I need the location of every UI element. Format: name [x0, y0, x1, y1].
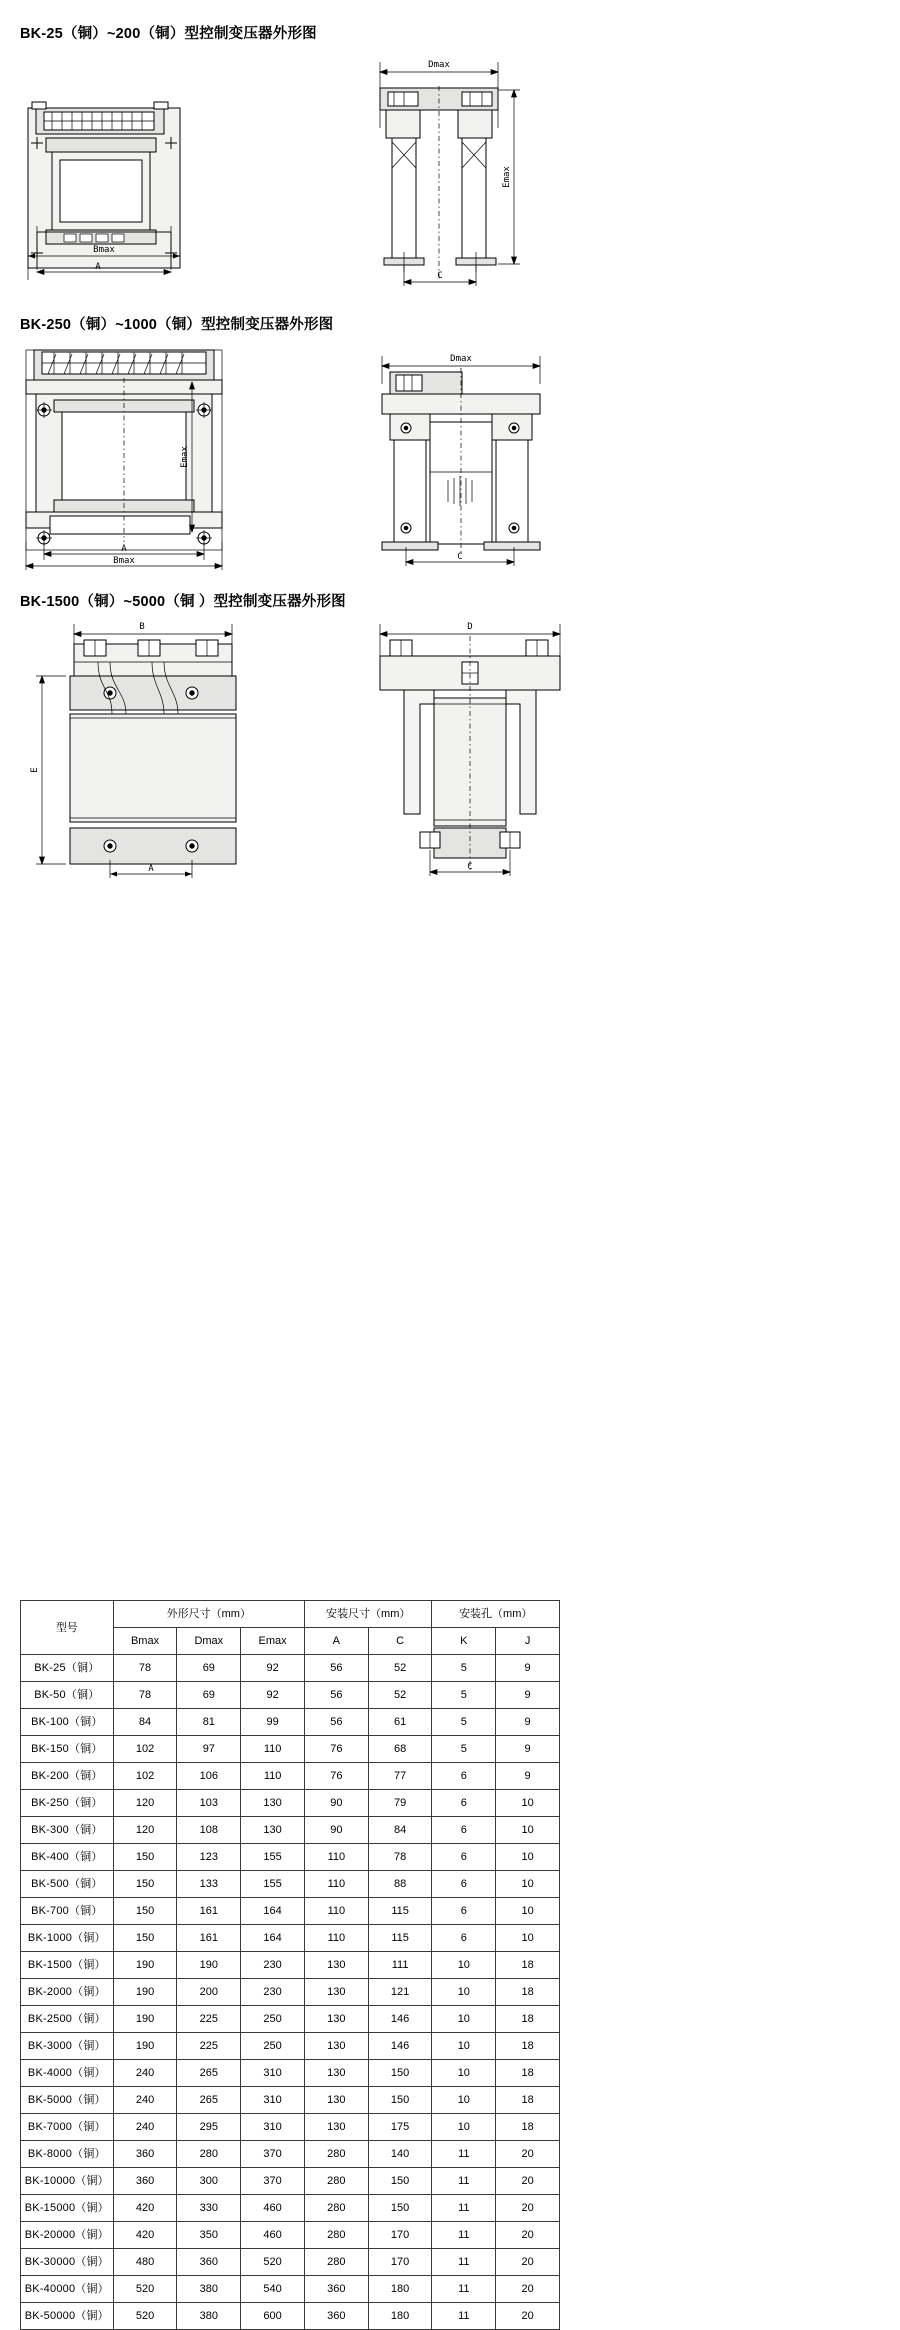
cell-model: BK-2000（铜） [21, 1979, 114, 2006]
dim-label-a-fig3: A [148, 864, 154, 874]
cell-model: BK-50000（铜） [21, 2303, 114, 2330]
cell-a: 280 [304, 2141, 368, 2168]
table-row [21, 2033, 560, 2060]
section-title-2: BK-250（铜）~1000（铜）型控制变压器外形图 [20, 317, 334, 333]
cell-k: 11 [432, 2222, 496, 2249]
cell-emax: 460 [241, 2195, 305, 2222]
cell-bmax: 420 [113, 2195, 177, 2222]
cell-emax: 99 [241, 1709, 305, 1736]
cell-j: 20 [496, 2195, 560, 2222]
cell-bmax: 190 [113, 1952, 177, 1979]
cell-k: 5 [432, 1655, 496, 1682]
cell-a: 56 [304, 1655, 368, 1682]
cell-emax: 130 [241, 1817, 305, 1844]
cell-a: 90 [304, 1790, 368, 1817]
cell-dmax: 81 [177, 1709, 241, 1736]
table-row [21, 2195, 560, 2222]
cell-emax: 310 [241, 2060, 305, 2087]
table-row [21, 1682, 560, 1709]
cell-j: 10 [496, 1844, 560, 1871]
cell-c: 150 [368, 2195, 432, 2222]
cell-a: 76 [304, 1763, 368, 1790]
cell-j: 18 [496, 2087, 560, 2114]
cell-k: 10 [432, 2087, 496, 2114]
cell-model: BK-4000（铜） [21, 2060, 114, 2087]
cell-c: 68 [368, 1736, 432, 1763]
cell-dmax: 280 [177, 2141, 241, 2168]
cell-model: BK-40000（铜） [21, 2276, 114, 2303]
cell-j: 10 [496, 1871, 560, 1898]
cell-emax: 155 [241, 1844, 305, 1871]
figure-bk1500-side-view [350, 618, 640, 888]
table-row [21, 1898, 560, 1925]
cell-bmax: 480 [113, 2249, 177, 2276]
header-model: 型号 [21, 1601, 114, 1655]
cell-j: 10 [496, 1817, 560, 1844]
table-row [21, 2087, 560, 2114]
cell-model: BK-150（铜） [21, 1736, 114, 1763]
cell-j: 20 [496, 2222, 560, 2249]
cell-c: 52 [368, 1682, 432, 1709]
cell-emax: 92 [241, 1682, 305, 1709]
cell-model: BK-25（铜） [21, 1655, 114, 1682]
cell-bmax: 150 [113, 1844, 177, 1871]
dim-label-emax-fig1: Emax [502, 166, 512, 188]
cell-bmax: 102 [113, 1763, 177, 1790]
cell-emax: 230 [241, 1979, 305, 2006]
cell-model: BK-2500（铜） [21, 2006, 114, 2033]
cell-j: 18 [496, 1979, 560, 2006]
cell-emax: 164 [241, 1925, 305, 1952]
dim-label-a-fig1: A [95, 262, 101, 272]
cell-k: 6 [432, 1898, 496, 1925]
cell-model: BK-15000（铜） [21, 2195, 114, 2222]
dim-label-bmax-fig2: Bmax [113, 556, 135, 566]
cell-c: 180 [368, 2276, 432, 2303]
cell-dmax: 161 [177, 1925, 241, 1952]
cell-bmax: 102 [113, 1736, 177, 1763]
cell-j: 20 [496, 2141, 560, 2168]
cell-k: 11 [432, 2276, 496, 2303]
cell-a: 110 [304, 1844, 368, 1871]
dim-label-dmax-fig2: Dmax [450, 354, 472, 364]
cell-a: 56 [304, 1709, 368, 1736]
cell-bmax: 190 [113, 2006, 177, 2033]
spec-table-body [21, 1655, 560, 2330]
table-row [21, 1844, 560, 1871]
table-row [21, 2276, 560, 2303]
cell-j: 20 [496, 2168, 560, 2195]
cell-a: 360 [304, 2276, 368, 2303]
header-mount-holes: 安装孔（mm） [432, 1601, 560, 1628]
cell-dmax: 190 [177, 1952, 241, 1979]
table-row [21, 2249, 560, 2276]
cell-c: 115 [368, 1898, 432, 1925]
cell-k: 5 [432, 1709, 496, 1736]
cell-k: 10 [432, 2060, 496, 2087]
cell-emax: 250 [241, 2006, 305, 2033]
cell-emax: 520 [241, 2249, 305, 2276]
cell-k: 10 [432, 2114, 496, 2141]
cell-a: 130 [304, 2114, 368, 2141]
cell-emax: 250 [241, 2033, 305, 2060]
cell-c: 175 [368, 2114, 432, 2141]
cell-bmax: 78 [113, 1682, 177, 1709]
cell-c: 115 [368, 1925, 432, 1952]
cell-j: 9 [496, 1709, 560, 1736]
header-emax: Emax [241, 1628, 305, 1655]
cell-dmax: 97 [177, 1736, 241, 1763]
cell-emax: 130 [241, 1790, 305, 1817]
cell-model: BK-100（铜） [21, 1709, 114, 1736]
dim-label-e-fig3: E [30, 767, 40, 773]
cell-a: 280 [304, 2222, 368, 2249]
spec-table-wrapper [20, 1600, 560, 2330]
cell-dmax: 380 [177, 2276, 241, 2303]
cell-emax: 230 [241, 1952, 305, 1979]
dim-label-dmax-fig1: Dmax [428, 60, 450, 70]
cell-dmax: 265 [177, 2060, 241, 2087]
cell-a: 110 [304, 1871, 368, 1898]
cell-k: 5 [432, 1736, 496, 1763]
cell-a: 130 [304, 1979, 368, 2006]
table-row [21, 2141, 560, 2168]
spec-table [20, 1600, 560, 2330]
dim-label-b-fig3: B [139, 622, 145, 632]
cell-j: 18 [496, 2114, 560, 2141]
cell-j: 9 [496, 1763, 560, 1790]
cell-emax: 110 [241, 1736, 305, 1763]
cell-c: 79 [368, 1790, 432, 1817]
table-row [21, 1709, 560, 1736]
table-row [21, 1871, 560, 1898]
cell-bmax: 360 [113, 2168, 177, 2195]
cell-c: 77 [368, 1763, 432, 1790]
cell-c: 84 [368, 1817, 432, 1844]
cell-c: 88 [368, 1871, 432, 1898]
cell-dmax: 108 [177, 1817, 241, 1844]
table-row [21, 1817, 560, 1844]
cell-emax: 92 [241, 1655, 305, 1682]
cell-j: 9 [496, 1682, 560, 1709]
cell-dmax: 265 [177, 2087, 241, 2114]
cell-dmax: 103 [177, 1790, 241, 1817]
cell-c: 78 [368, 1844, 432, 1871]
cell-k: 11 [432, 2249, 496, 2276]
cell-c: 61 [368, 1709, 432, 1736]
table-row [21, 1763, 560, 1790]
cell-bmax: 360 [113, 2141, 177, 2168]
figure-bk250-front-view [14, 342, 254, 572]
cell-k: 6 [432, 1925, 496, 1952]
cell-c: 140 [368, 2141, 432, 2168]
cell-dmax: 295 [177, 2114, 241, 2141]
cell-model: BK-10000（铜） [21, 2168, 114, 2195]
cell-dmax: 225 [177, 2033, 241, 2060]
figure-bk250-side-view [360, 342, 640, 572]
cell-k: 6 [432, 1790, 496, 1817]
cell-model: BK-250（铜） [21, 1790, 114, 1817]
cell-j: 10 [496, 1790, 560, 1817]
table-row [21, 1790, 560, 1817]
table-row [21, 2168, 560, 2195]
figure-bk25-bmax-dim [14, 238, 234, 274]
cell-k: 6 [432, 1871, 496, 1898]
cell-k: 5 [432, 1682, 496, 1709]
cell-bmax: 78 [113, 1655, 177, 1682]
cell-emax: 540 [241, 2276, 305, 2303]
cell-j: 20 [496, 2249, 560, 2276]
table-row [21, 2060, 560, 2087]
cell-k: 6 [432, 1844, 496, 1871]
cell-bmax: 120 [113, 1817, 177, 1844]
cell-bmax: 420 [113, 2222, 177, 2249]
cell-model: BK-1000（铜） [21, 1925, 114, 1952]
cell-j: 20 [496, 2276, 560, 2303]
cell-model: BK-500（铜） [21, 1871, 114, 1898]
dim-label-c-fig1: C [437, 271, 443, 281]
cell-emax: 310 [241, 2114, 305, 2141]
cell-j: 10 [496, 1925, 560, 1952]
table-row [21, 1736, 560, 1763]
section-title-1: BK-25（铜）~200（铜）型控制变压器外形图 [20, 26, 317, 42]
cell-c: 170 [368, 2249, 432, 2276]
cell-k: 10 [432, 1952, 496, 1979]
cell-a: 280 [304, 2168, 368, 2195]
dim-label-d-fig3: D [467, 622, 473, 632]
cell-a: 56 [304, 1682, 368, 1709]
cell-a: 130 [304, 2087, 368, 2114]
cell-dmax: 161 [177, 1898, 241, 1925]
header-bmax: Bmax [113, 1628, 177, 1655]
dim-label-emax-fig2: Emax [180, 446, 190, 468]
header-dmax: Dmax [177, 1628, 241, 1655]
cell-k: 6 [432, 1763, 496, 1790]
cell-bmax: 190 [113, 2033, 177, 2060]
cell-dmax: 123 [177, 1844, 241, 1871]
cell-a: 130 [304, 2060, 368, 2087]
cell-c: 150 [368, 2087, 432, 2114]
table-row [21, 2303, 560, 2330]
cell-model: BK-1500（铜） [21, 1952, 114, 1979]
cell-a: 130 [304, 2033, 368, 2060]
header-k: K [432, 1628, 496, 1655]
table-row [21, 1979, 560, 2006]
cell-model: BK-700（铜） [21, 1898, 114, 1925]
cell-emax: 370 [241, 2141, 305, 2168]
cell-c: 170 [368, 2222, 432, 2249]
cell-bmax: 520 [113, 2303, 177, 2330]
table-row [21, 1952, 560, 1979]
cell-k: 6 [432, 1817, 496, 1844]
cell-model: BK-20000（铜） [21, 2222, 114, 2249]
cell-j: 18 [496, 2033, 560, 2060]
cell-a: 360 [304, 2303, 368, 2330]
cell-bmax: 120 [113, 1790, 177, 1817]
cell-model: BK-50（铜） [21, 1682, 114, 1709]
cell-a: 130 [304, 1952, 368, 1979]
cell-emax: 310 [241, 2087, 305, 2114]
cell-bmax: 240 [113, 2060, 177, 2087]
cell-bmax: 150 [113, 1925, 177, 1952]
cell-k: 11 [432, 2141, 496, 2168]
cell-c: 150 [368, 2060, 432, 2087]
cell-dmax: 106 [177, 1763, 241, 1790]
dim-label-c-fig3: C [467, 862, 473, 872]
header-mount-dims: 安装尺寸（mm） [304, 1601, 431, 1628]
table-row [21, 1925, 560, 1952]
cell-emax: 155 [241, 1871, 305, 1898]
cell-model: BK-8000（铜） [21, 2141, 114, 2168]
cell-j: 18 [496, 2006, 560, 2033]
cell-k: 11 [432, 2303, 496, 2330]
cell-a: 110 [304, 1898, 368, 1925]
cell-k: 10 [432, 2006, 496, 2033]
header-a: A [304, 1628, 368, 1655]
figure-bk1500-a-dim [14, 860, 264, 886]
cell-j: 18 [496, 1952, 560, 1979]
cell-model: BK-3000（铜） [21, 2033, 114, 2060]
cell-j: 9 [496, 1655, 560, 1682]
cell-bmax: 150 [113, 1898, 177, 1925]
cell-model: BK-200（铜） [21, 1763, 114, 1790]
table-row [21, 2114, 560, 2141]
cell-dmax: 69 [177, 1655, 241, 1682]
cell-c: 111 [368, 1952, 432, 1979]
cell-a: 280 [304, 2249, 368, 2276]
table-group-header-row [21, 1601, 560, 1628]
cell-a: 110 [304, 1925, 368, 1952]
cell-model: BK-7000（铜） [21, 2114, 114, 2141]
cell-dmax: 350 [177, 2222, 241, 2249]
cell-dmax: 133 [177, 1871, 241, 1898]
cell-bmax: 520 [113, 2276, 177, 2303]
cell-emax: 460 [241, 2222, 305, 2249]
cell-j: 10 [496, 1898, 560, 1925]
header-outline-dims: 外形尺寸（mm） [113, 1601, 304, 1628]
cell-emax: 164 [241, 1898, 305, 1925]
cell-c: 121 [368, 1979, 432, 2006]
cell-emax: 600 [241, 2303, 305, 2330]
cell-dmax: 69 [177, 1682, 241, 1709]
cell-c: 180 [368, 2303, 432, 2330]
section-title-3: BK-1500（铜）~5000（铜 ）型控制变压器外形图 [20, 594, 346, 610]
dim-label-c-fig2: C [457, 552, 463, 562]
cell-j: 20 [496, 2303, 560, 2330]
table-row [21, 2222, 560, 2249]
dim-label-a-fig2: A [121, 544, 127, 554]
cell-a: 130 [304, 2006, 368, 2033]
cell-model: BK-300（铜） [21, 1817, 114, 1844]
cell-emax: 370 [241, 2168, 305, 2195]
cell-c: 150 [368, 2168, 432, 2195]
table-row [21, 1655, 560, 1682]
cell-dmax: 225 [177, 2006, 241, 2033]
cell-j: 9 [496, 1736, 560, 1763]
cell-c: 52 [368, 1655, 432, 1682]
cell-dmax: 360 [177, 2249, 241, 2276]
cell-k: 10 [432, 1979, 496, 2006]
figure-bk1500-front-view [14, 618, 264, 868]
cell-bmax: 240 [113, 2114, 177, 2141]
figure-bk25-side-view [370, 50, 650, 290]
cell-dmax: 380 [177, 2303, 241, 2330]
cell-k: 11 [432, 2195, 496, 2222]
cell-a: 76 [304, 1736, 368, 1763]
cell-k: 10 [432, 2033, 496, 2060]
header-c: C [368, 1628, 432, 1655]
cell-bmax: 190 [113, 1979, 177, 2006]
header-j: J [496, 1628, 560, 1655]
cell-k: 11 [432, 2168, 496, 2195]
cell-dmax: 330 [177, 2195, 241, 2222]
table-row [21, 2006, 560, 2033]
cell-emax: 110 [241, 1763, 305, 1790]
cell-bmax: 150 [113, 1871, 177, 1898]
cell-dmax: 300 [177, 2168, 241, 2195]
cell-a: 280 [304, 2195, 368, 2222]
cell-model: BK-30000（铜） [21, 2249, 114, 2276]
cell-c: 146 [368, 2033, 432, 2060]
cell-bmax: 84 [113, 1709, 177, 1736]
cell-model: BK-400（铜） [21, 1844, 114, 1871]
cell-dmax: 200 [177, 1979, 241, 2006]
cell-a: 90 [304, 1817, 368, 1844]
cell-c: 146 [368, 2006, 432, 2033]
cell-j: 18 [496, 2060, 560, 2087]
cell-model: BK-5000（铜） [21, 2087, 114, 2114]
cell-bmax: 240 [113, 2087, 177, 2114]
dim-label-bmax-fig1: Bmax [93, 245, 115, 255]
